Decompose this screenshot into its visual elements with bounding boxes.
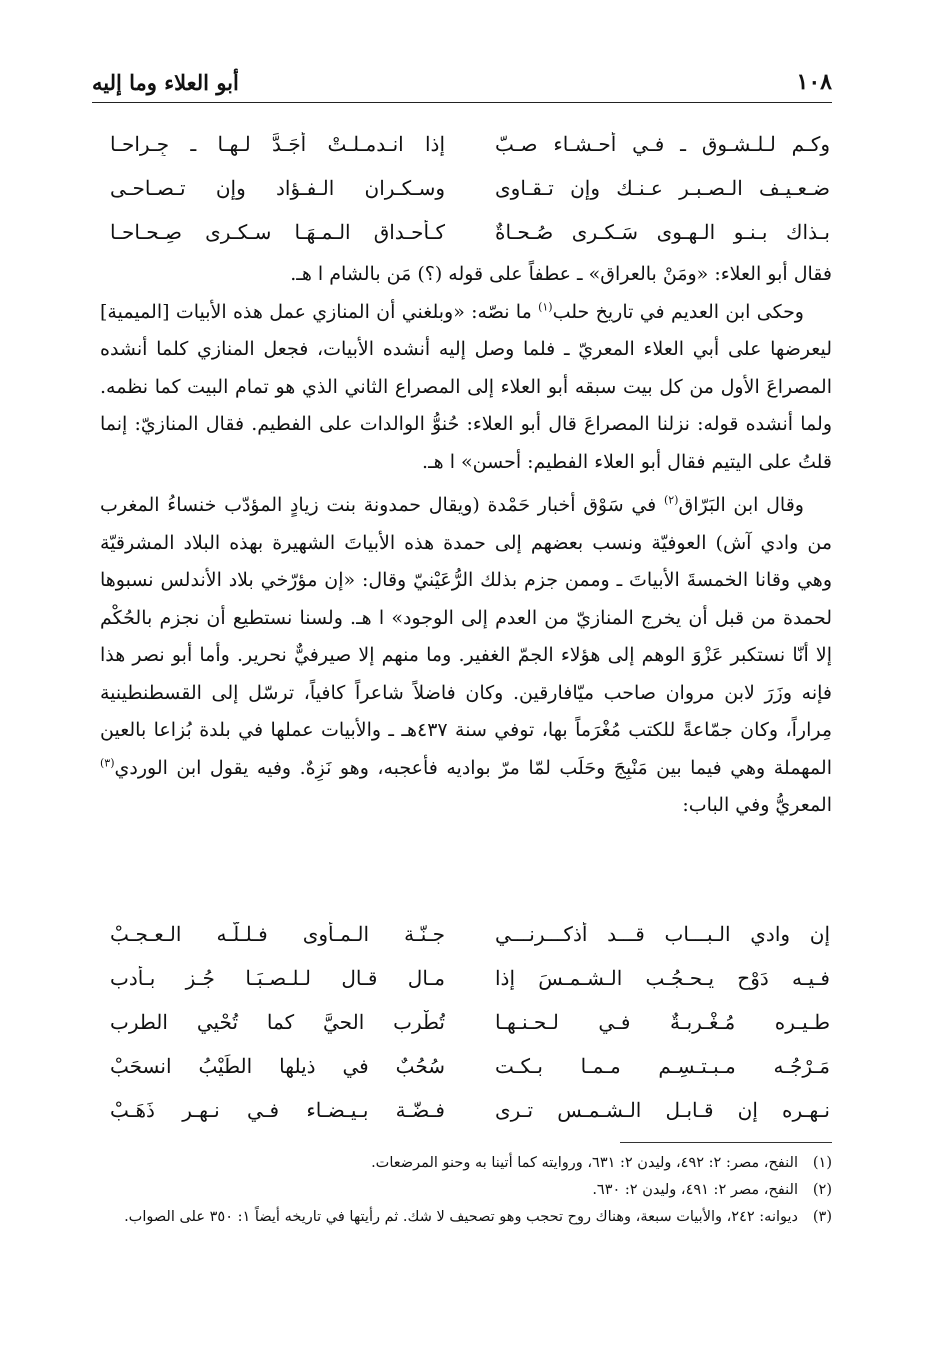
paragraph (100, 256, 832, 294)
hemistich-right: نـهـره إن قـابـل الـشـمـس تـرى (495, 1098, 830, 1122)
footnote-number: (٢) (812, 1182, 832, 1198)
main-text (100, 256, 832, 825)
hemistich-left: تُطْرب الحيَّ كما تُحْيي الطرب (110, 1010, 445, 1034)
hemistich-right: وكـم لـلـشـوق ـ فـي أحـشـاء صـبّ (495, 132, 830, 156)
hemistich-right: إن وادي الـبـــاب قـــد أذكـــرنـــي (495, 922, 830, 946)
footnote-ref: (١) (538, 300, 553, 314)
footnote-ref: (٣) (100, 756, 115, 770)
paragraph (100, 294, 832, 482)
paragraph-text: المعريُّ وفي الباب: (682, 794, 832, 816)
hemistich-right: بـذاك بـنـو الـهـوى سَـكـرى صُـحـاةٌ (495, 220, 830, 244)
hemistich-right: مَـرْجُـه مـبـتـسِـم مـمـا بـكـت (495, 1054, 830, 1078)
hemistich-right: ضـعـيـف الـصـبـر عـنـك وإن تـقـاوى (495, 176, 830, 200)
paragraph-text: وقال ابن البَرّاق (678, 494, 804, 516)
page-number: ١٠٨ (796, 69, 832, 95)
hemistich-left: فـضّـة بـيـضـاء فـي نـهـرِ ذَهَـبْ (110, 1098, 445, 1122)
running-title: أبو العلاء وما إليه (92, 69, 239, 95)
paragraph (100, 487, 832, 825)
hemistich-left: وسـكـران الـفـؤاد وإن تـصـاحـى (110, 176, 445, 200)
hemistich-left: جـنّـة الـمـأوى فـلـلّـه الـعـجـبْ (110, 922, 445, 946)
verse-line (110, 956, 830, 1000)
paragraph-text: وحكى ابن العديم في تاريخ حلب (552, 300, 804, 323)
poem-top (110, 122, 830, 254)
footnote-text: النفح، مصر ٢: ٤٩١، وليدن ٢: ٦٣٠. (592, 1182, 798, 1198)
footnote (100, 1150, 832, 1177)
hemistich-left: مـال قـال لـلـصـبَـا جُـز بـأدب (110, 966, 445, 990)
footnote-text: ديوانه: ٢٤٢، والأبيات سبعة، وهناك روح تحجب وهو تصحيف لا شك. ثم رأيتها في تاريخه أيضاً ١: ٣٥٠ على الصواب. (124, 1209, 798, 1225)
verse-line (110, 166, 830, 210)
footnote-number: (٣) (812, 1209, 832, 1225)
verse-line (110, 1000, 830, 1044)
footnote-separator (620, 1142, 832, 1143)
hemistich-left: سُحُبٌ في ذيلها الطِّيْبُ انسحَبْ (110, 1054, 445, 1078)
footnote-ref: (٢) (663, 493, 679, 507)
page-header (92, 62, 832, 103)
footnote-number: (١) (812, 1155, 832, 1171)
paragraph-text: ما نصّه: «وبلغني أن المنازي عمل هذه الأبيات [الميمية] ليعرضها على أبي العلاء المعريّ ـ فلما وصل إليه أنشده الأبيات، فجعل المنازي كلما أنشده المصراعَ الأول من كل بيت سبقه أبو العلاء إلى المصراع الثاني الذي هو تمام البيت كما نظمه. ولما أنشده قوله: نزلنا المصراعَ قال أبو العلاء: حُنوُّ الوالدات على الفطيم. فقال المنازيّ: إنما قلتُ على اليتيم فقال أبو العلاء الفطيم: أحسن» ا هـ. (100, 300, 832, 473)
hemistich-left: كـأحـداق الـمـهَـا سـكـرى صِـحـاحـا (110, 220, 445, 244)
hemistich-left: إذا انـدمـلـتْ أَجَـدَّ لـهـا ـ جِـراحـا (110, 132, 445, 156)
paragraph-text: فقال أبو العلاء: «ومَنْ بالعراق» ـ عطفاً على قوله (؟) مَن بالشام ا هـ. (290, 263, 832, 285)
paragraph-text: في سَوْق أخبار حَمْدة (ويقال حمدونة بنت زيادٍ المؤدّب خنساءُ المغرب من وادي آش) العوفيّة ونسب بعضهم إلى حمدة هذه الأبياتَ الشهيرة بهذه البلاد المشرقيّة وهي وقانا الخمسةَ الأبياتَ ـ وممن جزم بذلك الرُّعَيْنيّ وقال: «إن مؤرّخي بلاد الأندلس نسبوها لحمدة من قبل أن يخرج المنازيّ من العدم إلى الوجود» ا هـ. ولسنا نستطيع أن نجزم بالحُكْم إلا أنّا نستكبر عَزْوَ الوهم إلى هؤلاء الجمّ الغفير. وما منهم إلا صيرفيٌّ نحرير. وأما أبو نصر هذا فإنه وزَرَ لابن مروان صاحب ميّافارقين. وكان فاضلاً شاعراً كافياً، ترسّل إلى القسطنطينية مِراراً، وكان جمّاعةً للكتب مُغْرَماً بها، توفي سنة ٤٣٧هـ ـ والأبيات عملها في بلدة بُزاعا بالعين المهملة وهي فيما بين مَنْبِجَ وحَلَب لمّا مرّ بواديه فأعجبه، وهو نَزِهٌ. وفيه يقول ابن الوردي (100, 494, 833, 779)
verse-line (110, 1088, 830, 1132)
verse-line (110, 1044, 830, 1088)
verse-line (110, 912, 830, 956)
verse-line (110, 122, 830, 166)
hemistich-right: طـيـره مُـغْـربـةٌ فـي لـحـنـهـا (495, 1010, 830, 1034)
footnotes (100, 1150, 832, 1231)
footnote-text: النفح، مصر: ٢: ٤٩٢، وليدن ٢: ٦٣١، وروايته كما أتينا به وحنو المرضعات. (371, 1155, 798, 1171)
poem-bottom (110, 912, 830, 1132)
footnote (100, 1177, 832, 1204)
verse-line (110, 210, 830, 254)
hemistich-right: فـيـه دَوْح يـحـجُـب الـشـمـسَ إذا (495, 966, 830, 990)
footnote (100, 1204, 832, 1231)
